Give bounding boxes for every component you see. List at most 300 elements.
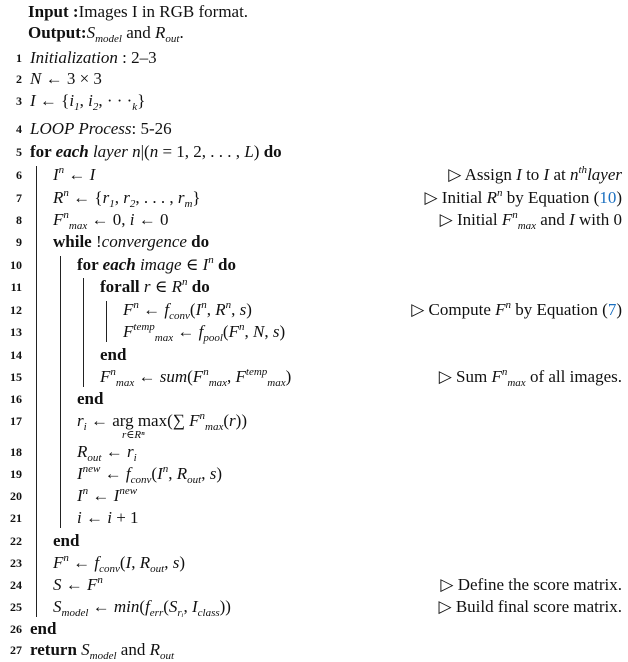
math-token: sum [159, 367, 188, 386]
math-token: I [195, 300, 202, 319]
math-token: do [187, 277, 210, 296]
math-token: out [87, 452, 102, 464]
math-token: n [238, 321, 245, 333]
line-number: 24 [10, 578, 22, 592]
line-number: 8 [16, 213, 22, 227]
code-line [30, 91, 145, 111]
math-token: )) [219, 597, 231, 616]
math-token: I [125, 553, 132, 572]
math-token: } [137, 91, 146, 110]
code-line [100, 277, 210, 297]
code-line [77, 508, 139, 528]
math-token: ) [216, 464, 222, 483]
math-token: conv [169, 310, 190, 322]
code-line [100, 367, 291, 387]
math-token: } [192, 188, 201, 207]
math-token: r [77, 411, 84, 430]
math-token: ( [222, 322, 229, 341]
math-token: each [102, 255, 136, 274]
math-token: new [119, 485, 138, 497]
line-number: 26 [10, 622, 22, 636]
comment-triangle-icon: ▷ [440, 575, 458, 594]
math-token: S [168, 597, 178, 616]
math-token: ← arg max(∑ [86, 411, 190, 430]
math-token: i [83, 421, 87, 433]
math-token: Sum [456, 367, 492, 386]
math-token: ← 3 × 3 [41, 69, 102, 88]
code-line [53, 165, 95, 185]
math-token: S [86, 23, 96, 42]
line-number: 2 [16, 72, 22, 86]
math-token: ( [223, 411, 230, 430]
input-text: Images I in RGB format. [78, 2, 249, 21]
line-comment [440, 210, 622, 230]
math-token: s [272, 322, 280, 341]
math-token: , [227, 367, 236, 386]
math-token: r [102, 188, 110, 207]
math-token: R [53, 188, 64, 207]
line-number: 21 [10, 511, 22, 525]
math-token: n [505, 299, 512, 311]
code-line [53, 553, 185, 573]
comment-triangle-icon: ▷ [438, 597, 456, 616]
math-token: R [486, 188, 498, 207]
comment-triangle-icon: ▷ [424, 188, 442, 207]
code-line [30, 119, 172, 139]
math-token: and [121, 23, 156, 42]
output-label: Output: [28, 23, 87, 42]
math-token: I [202, 255, 209, 274]
math-token: = 1, 2, . . . , [158, 142, 245, 161]
math-token: ← 0, [87, 210, 130, 229]
line-comment [439, 367, 622, 387]
math-token: ) [616, 188, 622, 207]
math-token: for [30, 142, 56, 161]
line-number: 27 [10, 643, 22, 657]
math-token: F [53, 210, 64, 229]
math-token: F [53, 553, 64, 572]
math-token: convergence [101, 232, 187, 251]
math-token: do [213, 255, 236, 274]
math-token: n [501, 366, 508, 378]
math-token: ← [88, 486, 114, 505]
math-token: I [113, 486, 120, 505]
math-token: ← [100, 464, 126, 483]
math-token: temp [245, 366, 268, 378]
math-token: m [184, 198, 193, 210]
math-token: out [159, 650, 175, 662]
code-line [30, 48, 157, 68]
math-token: ← [173, 322, 199, 341]
line-number: 11 [10, 280, 22, 294]
input-sep: : [68, 2, 79, 21]
math-token: ! [95, 232, 102, 251]
math-token: layer n [88, 142, 141, 161]
math-token: forall [100, 277, 144, 296]
line-number: 19 [10, 467, 22, 481]
line-number: 10 [10, 258, 22, 272]
math-token: Build final score matrix. [455, 597, 622, 616]
line-comment [438, 597, 622, 617]
math-token: pool [203, 332, 223, 344]
math-token: with 0 [574, 210, 622, 229]
math-token: n [199, 410, 206, 422]
math-token: r [123, 188, 130, 207]
math-token: Initial [441, 188, 487, 207]
math-token: , [131, 553, 140, 572]
math-token: ← [138, 300, 165, 319]
math-token: f [94, 553, 100, 572]
line-number: 16 [10, 392, 22, 406]
math-token: s [172, 553, 180, 572]
math-token: . [179, 23, 184, 42]
math-token: i [77, 508, 82, 527]
math-token: max [267, 377, 286, 389]
block-indent-line [36, 166, 37, 617]
math-token: F [228, 322, 239, 341]
math-token: R [77, 442, 88, 461]
math-token: n [58, 164, 65, 176]
line-number: 18 [10, 445, 22, 459]
math-token: and [536, 210, 570, 229]
math-token: min [113, 597, 140, 616]
code-line [30, 142, 282, 162]
math-token: n [82, 485, 89, 497]
math-token: end [100, 345, 127, 364]
math-token: ← [68, 553, 95, 572]
line-number: 23 [10, 556, 22, 570]
math-token: , [231, 300, 240, 319]
math-token: ← [88, 597, 114, 616]
math-token: k [132, 101, 138, 113]
math-token: )) [235, 411, 247, 430]
math-token: 7 [607, 300, 617, 319]
math-token: 10 [599, 188, 617, 207]
math-token: I [77, 486, 83, 505]
math-token: I [543, 165, 550, 184]
math-token: , [206, 300, 216, 319]
line-number: 6 [16, 168, 22, 182]
math-token: F [87, 575, 98, 594]
math-token: S [53, 597, 62, 616]
math-token: Initial [456, 210, 502, 229]
math-token: out [187, 474, 202, 486]
math-token: n [182, 276, 188, 288]
code-line [30, 619, 56, 639]
math-token: i [133, 452, 137, 464]
math-token: max [68, 220, 88, 232]
math-token: model [89, 650, 117, 662]
math-token: I [569, 210, 575, 229]
math-token: at [549, 165, 570, 184]
code-line [77, 464, 222, 484]
math-token: end [53, 531, 80, 550]
math-token: ← [134, 367, 160, 386]
math-token: ( [151, 464, 158, 483]
math-token: r [143, 277, 151, 296]
math-token: n [203, 366, 209, 378]
math-token: r [229, 411, 236, 430]
code-line [53, 188, 201, 208]
math-token: , [183, 597, 192, 616]
math-token: I [157, 464, 163, 483]
math-token: F [501, 210, 513, 229]
code-line [53, 210, 168, 230]
math-token: r [126, 442, 134, 461]
math-token: , [244, 322, 253, 341]
math-token: ← [101, 442, 127, 461]
math-token: class [197, 607, 220, 619]
math-token: ← 0 [134, 210, 169, 229]
code-line [30, 69, 102, 89]
math-token: while [53, 232, 96, 251]
math-token: do [186, 232, 210, 251]
math-token: n [63, 209, 69, 221]
math-token: , · · · [98, 91, 133, 110]
math-token: of all images. [525, 367, 622, 386]
math-token: conv [130, 474, 152, 486]
math-token: f [198, 322, 204, 341]
math-token: I [30, 91, 36, 110]
line-comment [440, 575, 622, 595]
block-indent-line [106, 301, 107, 342]
code-line [53, 232, 209, 252]
math-token: new [82, 463, 101, 475]
math-token: by Equation ( [511, 300, 608, 319]
math-token: I [53, 165, 59, 184]
math-token: n [63, 552, 69, 564]
math-token: R [149, 640, 160, 659]
line-number: 25 [10, 600, 22, 614]
math-token: max [208, 377, 228, 389]
math-token: 1 [74, 101, 80, 113]
math-token: to [521, 165, 544, 184]
block-indent-line [83, 278, 84, 387]
line-number: 9 [16, 235, 22, 249]
math-token: ( [119, 553, 126, 572]
math-token: f [145, 597, 150, 616]
input-label: Input [28, 2, 69, 21]
math-token: i [69, 91, 75, 110]
math-token: image [135, 255, 182, 274]
line-number: 5 [16, 145, 22, 159]
math-token: i [88, 91, 93, 110]
math-token: R [155, 23, 166, 42]
math-token: each [55, 142, 89, 161]
math-token: ) [285, 367, 292, 386]
math-token: L [244, 142, 254, 161]
math-token: by Equation ( [502, 188, 600, 207]
output-line [28, 23, 184, 43]
math-token: ) [179, 553, 185, 572]
math-token: Initialization [30, 48, 118, 67]
math-token: : 2–3 [117, 48, 157, 67]
math-token: f [164, 300, 170, 319]
math-token: , [168, 464, 177, 483]
block-indent-line [60, 256, 61, 528]
argmax-subscript: r∈Rⁿ [122, 429, 145, 441]
math-token: N [252, 322, 265, 341]
math-token: max [205, 421, 224, 433]
math-token: n [497, 187, 503, 199]
math-token: f [125, 464, 131, 483]
math-token: n [570, 165, 579, 184]
math-token: ( [189, 300, 196, 319]
code-line [77, 255, 236, 275]
math-token: conv [99, 563, 120, 575]
math-token: N [30, 69, 42, 88]
math-token: max [507, 377, 526, 389]
output-text [86, 23, 184, 45]
math-token: ( [187, 367, 193, 386]
math-token: ( [139, 597, 146, 616]
math-token: , . . . , [135, 188, 178, 207]
math-token: th [578, 164, 588, 176]
comment-triangle-icon: ▷ [439, 210, 457, 229]
math-token: err [149, 607, 164, 619]
math-token: R [171, 277, 183, 296]
math-token: F [235, 367, 246, 386]
math-token: end [30, 619, 57, 638]
math-token: layer [587, 165, 622, 184]
math-token: model [61, 607, 89, 619]
math-token: F [192, 367, 204, 386]
math-token: F [495, 300, 506, 319]
code-line [30, 640, 174, 660]
line-number: 17 [10, 414, 22, 428]
math-token: n [208, 254, 214, 266]
math-token: n [225, 299, 232, 311]
math-token: max [517, 220, 537, 232]
math-token: S [81, 640, 90, 659]
math-token: n [63, 187, 69, 199]
math-token: F [123, 300, 134, 319]
math-token: F [123, 322, 134, 341]
math-token: n [133, 299, 139, 311]
math-token: F [189, 411, 200, 430]
math-token: ← [61, 575, 87, 594]
math-token: temp [133, 321, 155, 333]
math-token: , [79, 91, 89, 110]
code-line [77, 486, 137, 506]
math-token: F [491, 367, 502, 386]
math-token: R [215, 300, 226, 319]
math-token: ∈ [181, 255, 203, 274]
line-comment [411, 300, 622, 320]
math-token: S [53, 575, 62, 594]
math-token: R [176, 464, 188, 483]
math-token: out [150, 563, 165, 575]
line-number: 20 [10, 489, 22, 503]
math-token: ) [253, 142, 264, 161]
math-token: max [115, 377, 135, 389]
code-line [100, 345, 126, 365]
math-token: I [516, 165, 522, 184]
code-line [53, 597, 231, 617]
math-token: ) [616, 300, 622, 319]
math-token: r [177, 188, 185, 207]
math-token: n [201, 299, 207, 311]
code-line [77, 442, 137, 462]
line-number: 1 [16, 51, 22, 65]
math-token: : 5-26 [131, 119, 172, 138]
math-token: for [77, 255, 103, 274]
math-token: return [30, 640, 82, 659]
math-token: , [164, 553, 173, 572]
math-token: out [165, 33, 180, 45]
math-token: i [107, 508, 112, 527]
math-token: n [162, 463, 169, 475]
math-token: and [116, 640, 150, 659]
math-token: s [209, 464, 217, 483]
math-token: , [264, 322, 273, 341]
code-line [53, 531, 79, 551]
math-token: ← [81, 508, 108, 527]
math-token: I [191, 597, 198, 616]
math-token: rᵢ [177, 607, 184, 619]
math-token: ← { [35, 91, 70, 110]
line-comment [424, 188, 622, 208]
code-line [77, 389, 103, 409]
math-token: ) [279, 322, 286, 341]
math-token: LOOP Process [30, 119, 132, 138]
math-token: s [239, 300, 247, 319]
math-token: ( [163, 597, 169, 616]
math-token: + 1 [111, 508, 139, 527]
math-token: i [129, 210, 135, 229]
math-token: F [100, 367, 111, 386]
line-number: 22 [10, 534, 22, 548]
input-line [28, 2, 248, 22]
math-token: end [77, 389, 104, 408]
math-token: Compute [428, 300, 496, 319]
math-token: I [89, 165, 96, 184]
math-token: ) [246, 300, 252, 319]
math-token: max [154, 332, 174, 344]
line-number: 12 [10, 303, 22, 317]
code-line [123, 300, 252, 320]
math-token: |( [140, 142, 150, 161]
math-token: ← [64, 165, 90, 184]
math-token: , [114, 188, 124, 207]
math-token: n [110, 366, 116, 378]
math-token: do [263, 142, 282, 161]
math-token: 2 [129, 198, 136, 210]
line-number: 13 [10, 325, 22, 339]
code-line [53, 575, 103, 595]
line-number: 7 [16, 191, 22, 205]
math-token: , [201, 464, 210, 483]
math-token: n [512, 209, 518, 221]
line-number: 4 [16, 122, 22, 136]
comment-triangle-icon: ▷ [438, 367, 457, 386]
code-line [77, 411, 247, 431]
math-token: I [77, 464, 83, 483]
line-number: 3 [16, 94, 22, 108]
comment-triangle-icon: ▷ [448, 165, 465, 184]
math-token: Define the score matrix. [457, 575, 622, 594]
line-number: 15 [10, 370, 22, 384]
math-token: Assign [464, 165, 517, 184]
comment-triangle-icon: ▷ [411, 300, 429, 319]
math-token: 1 [109, 198, 115, 210]
math-token: ← { [68, 188, 103, 207]
line-comment [448, 165, 622, 185]
math-token: model [95, 33, 122, 45]
math-token: n [149, 142, 159, 161]
math-token: 2 [92, 101, 99, 113]
math-token: n [97, 574, 103, 586]
